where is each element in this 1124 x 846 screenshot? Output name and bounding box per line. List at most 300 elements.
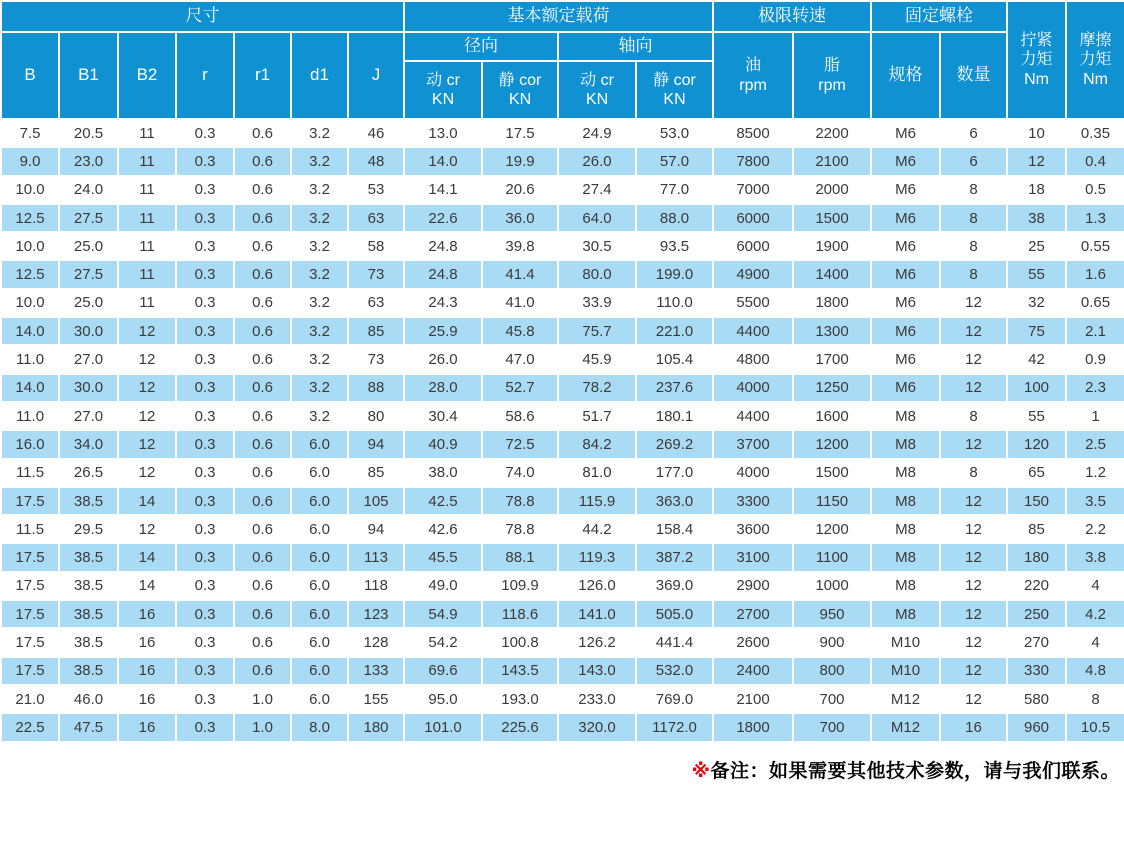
table-cell: 128 [348, 628, 404, 656]
table-cell: 17.5 [1, 657, 59, 685]
friction-torque-line1: 摩擦 [1079, 32, 1112, 50]
header-group-limit-speed: 极限转速 [713, 1, 871, 32]
footnote-text: 备注：如果需要其他技术参数，请与我们联系。 [710, 760, 1120, 782]
table-cell: 8 [940, 176, 1007, 204]
table-cell: 13.0 [404, 119, 482, 147]
table-cell: 3.8 [1066, 543, 1124, 571]
header-col-axial-dynamic [558, 61, 636, 119]
table-cell: 12 [940, 374, 1007, 402]
table-cell: 3.2 [291, 204, 348, 232]
radial-dynamic-unit: KN [431, 91, 455, 108]
table-cell: M12 [871, 685, 940, 713]
grease-rpm-unit: rpm [818, 76, 846, 94]
table-cell: 12 [118, 374, 176, 402]
table-cell: 2100 [793, 147, 871, 175]
table-cell: 7800 [713, 147, 793, 175]
table-cell: 45.5 [404, 543, 482, 571]
table-cell: 28.0 [404, 374, 482, 402]
table-cell: 94 [348, 515, 404, 543]
table-cell: 0.6 [234, 459, 291, 487]
table-cell: 14.0 [1, 374, 59, 402]
table-cell: 14 [118, 572, 176, 600]
table-cell: 119.3 [558, 543, 636, 571]
table-cell: 85 [1007, 515, 1066, 543]
table-cell: 0.6 [234, 374, 291, 402]
table-cell: 199.0 [636, 260, 713, 288]
table-cell: 72.5 [482, 430, 558, 458]
table-cell: 16 [118, 713, 176, 741]
table-cell: 8.0 [291, 713, 348, 741]
table-cell: 0.3 [176, 289, 234, 317]
table-cell: 12 [940, 345, 1007, 373]
table-cell: 0.6 [234, 317, 291, 345]
table-cell: 64.0 [558, 204, 636, 232]
table-cell: 47.5 [59, 713, 118, 741]
table-cell: 505.0 [636, 600, 713, 628]
table-cell: 63 [348, 289, 404, 317]
table-cell: 22.6 [404, 204, 482, 232]
table-cell: 12 [118, 345, 176, 373]
table-cell: 100.8 [482, 628, 558, 656]
table-cell: 1400 [793, 260, 871, 288]
table-cell: 123 [348, 600, 404, 628]
table-cell: 12 [118, 515, 176, 543]
table-cell: 3.2 [291, 232, 348, 260]
table-cell: 0.3 [176, 515, 234, 543]
table-cell: 88 [348, 374, 404, 402]
table-cell: 1172.0 [636, 713, 713, 741]
table-cell: 4 [1066, 628, 1124, 656]
table-cell: 78.8 [482, 515, 558, 543]
table-cell: 16.0 [1, 430, 59, 458]
table-cell: 73 [348, 345, 404, 373]
table-cell: 3.2 [291, 345, 348, 373]
table-cell: 25.0 [59, 232, 118, 260]
table-cell: 0.55 [1066, 232, 1124, 260]
header-friction-torque [1066, 1, 1124, 119]
table-cell: 30.4 [404, 402, 482, 430]
table-cell: 12 [940, 628, 1007, 656]
table-cell: M6 [871, 374, 940, 402]
table-cell: 12 [940, 572, 1007, 600]
table-cell: 3700 [713, 430, 793, 458]
table-cell: 14 [118, 543, 176, 571]
table-cell: 0.6 [234, 176, 291, 204]
header-col-r1: r1 [234, 32, 291, 119]
table-cell: 14.1 [404, 176, 482, 204]
table-cell: 900 [793, 628, 871, 656]
table-row [1, 204, 1124, 232]
table-cell: 7000 [713, 176, 793, 204]
table-cell: 11 [118, 232, 176, 260]
table-cell: 2700 [713, 600, 793, 628]
table-cell: 38.5 [59, 572, 118, 600]
table-cell: 18 [1007, 176, 1066, 204]
table-cell: 11 [118, 176, 176, 204]
table-cell: 51.7 [558, 402, 636, 430]
table-cell: 10.5 [1066, 713, 1124, 741]
table-row [1, 430, 1124, 458]
table-cell: 0.6 [234, 147, 291, 175]
table-cell: 2.5 [1066, 430, 1124, 458]
table-cell: 1200 [793, 515, 871, 543]
table-cell: 27.5 [59, 204, 118, 232]
table-cell: 0.3 [176, 345, 234, 373]
header-col-radial-dynamic [404, 61, 482, 119]
table-cell: 0.3 [176, 487, 234, 515]
table-cell: 0.3 [176, 402, 234, 430]
table-cell: 94 [348, 430, 404, 458]
table-cell: 110.0 [636, 289, 713, 317]
table-cell: 12.5 [1, 260, 59, 288]
table-cell: 769.0 [636, 685, 713, 713]
table-cell: 0.9 [1066, 345, 1124, 373]
table-cell: 1500 [793, 204, 871, 232]
table-cell: 26.5 [59, 459, 118, 487]
table-cell: 1300 [793, 317, 871, 345]
table-cell: 2000 [793, 176, 871, 204]
table-cell: 0.6 [234, 345, 291, 373]
table-cell: 78.8 [482, 487, 558, 515]
table-cell: 12 [940, 543, 1007, 571]
table-cell: 6 [940, 147, 1007, 175]
table-cell: M12 [871, 713, 940, 741]
table-cell: 3.2 [291, 374, 348, 402]
table-cell: 3.2 [291, 289, 348, 317]
table-cell: 46 [348, 119, 404, 147]
table-cell: 40.9 [404, 430, 482, 458]
table-cell: 387.2 [636, 543, 713, 571]
table-cell: 4000 [713, 374, 793, 402]
table-cell: 25 [1007, 232, 1066, 260]
table-cell: 11.0 [1, 345, 59, 373]
table-cell: 3.2 [291, 317, 348, 345]
table-cell: 2.2 [1066, 515, 1124, 543]
table-cell: 16 [118, 657, 176, 685]
header-col-grease-rpm [793, 32, 871, 119]
table-cell: 1800 [793, 289, 871, 317]
table-row [1, 543, 1124, 571]
table-cell: 143.5 [482, 657, 558, 685]
table-cell: 143.0 [558, 657, 636, 685]
radial-static-label: 静 cor [498, 71, 542, 89]
table-cell: 27.0 [59, 402, 118, 430]
table-cell: 17.5 [1, 628, 59, 656]
table-cell: 12 [940, 685, 1007, 713]
table-cell: 3600 [713, 515, 793, 543]
table-cell: 6.0 [291, 487, 348, 515]
table-cell: 14 [118, 487, 176, 515]
table-cell: 2900 [713, 572, 793, 600]
table-cell: 126.0 [558, 572, 636, 600]
table-cell: 58 [348, 232, 404, 260]
table-cell: 6.0 [291, 515, 348, 543]
table-cell: 6.0 [291, 543, 348, 571]
table-cell: 55 [1007, 260, 1066, 288]
table-cell: M8 [871, 402, 940, 430]
table-cell: 115.9 [558, 487, 636, 515]
table-cell: 34.0 [59, 430, 118, 458]
table-cell: 8 [940, 260, 1007, 288]
table-cell: 118.6 [482, 600, 558, 628]
table-cell: 3300 [713, 487, 793, 515]
table-cell: 441.4 [636, 628, 713, 656]
table-cell: 0.3 [176, 543, 234, 571]
table-cell: 0.3 [176, 459, 234, 487]
table-cell: 80 [348, 402, 404, 430]
table-cell: 4.8 [1066, 657, 1124, 685]
table-cell: 74.0 [482, 459, 558, 487]
table-cell: 24.8 [404, 260, 482, 288]
table-cell: 0.6 [234, 430, 291, 458]
table-cell: 10.0 [1, 289, 59, 317]
table-cell: 30.0 [59, 374, 118, 402]
table-cell: 250 [1007, 600, 1066, 628]
table-cell: 193.0 [482, 685, 558, 713]
table-cell: 57.0 [636, 147, 713, 175]
table-row [1, 713, 1124, 741]
table-cell: 48 [348, 147, 404, 175]
table-cell: M8 [871, 515, 940, 543]
table-row [1, 657, 1124, 685]
table-cell: 36.0 [482, 204, 558, 232]
table-cell: 38 [1007, 204, 1066, 232]
table-cell: 700 [793, 713, 871, 741]
header-col-J: J [348, 32, 404, 119]
table-cell: 12 [940, 317, 1007, 345]
table-cell: 14.0 [1, 317, 59, 345]
table-cell: 133 [348, 657, 404, 685]
table-cell: 4 [1066, 572, 1124, 600]
table-cell: 14.0 [404, 147, 482, 175]
table-cell: 0.5 [1066, 176, 1124, 204]
table-cell: 58.6 [482, 402, 558, 430]
table-cell: 4.2 [1066, 600, 1124, 628]
table-cell: 0.3 [176, 600, 234, 628]
table-cell: 11.0 [1, 402, 59, 430]
table-cell: 700 [793, 685, 871, 713]
table-cell: 330 [1007, 657, 1066, 685]
table-row [1, 459, 1124, 487]
tightening-torque-unit: Nm [1024, 70, 1049, 88]
table-cell: 270 [1007, 628, 1066, 656]
table-cell: 1150 [793, 487, 871, 515]
table-cell: 30.5 [558, 232, 636, 260]
table-cell: M8 [871, 572, 940, 600]
table-cell: 0.35 [1066, 119, 1124, 147]
table-cell: 4400 [713, 317, 793, 345]
table-cell: 55 [1007, 402, 1066, 430]
header-col-oil-rpm [713, 32, 793, 119]
table-cell: 158.4 [636, 515, 713, 543]
table-cell: M8 [871, 543, 940, 571]
table-cell: 24.0 [59, 176, 118, 204]
table-cell: 269.2 [636, 430, 713, 458]
table-cell: 25.9 [404, 317, 482, 345]
table-cell: 12 [118, 459, 176, 487]
table-cell: 26.0 [558, 147, 636, 175]
table-row [1, 119, 1124, 147]
table-cell: 0.6 [234, 487, 291, 515]
table-cell: 177.0 [636, 459, 713, 487]
table-cell: 9.0 [1, 147, 59, 175]
header-col-r: r [176, 32, 234, 119]
table-row [1, 628, 1124, 656]
table-cell: 85 [348, 459, 404, 487]
table-cell: 12 [940, 487, 1007, 515]
table-row [1, 572, 1124, 600]
table-cell: 16 [118, 685, 176, 713]
table-cell: 12 [118, 430, 176, 458]
table-cell: 109.9 [482, 572, 558, 600]
header-group-fixing-bolt: 固定螺栓 [871, 1, 1007, 32]
table-cell: 0.6 [234, 515, 291, 543]
table-cell: 0.3 [176, 147, 234, 175]
table-cell: 4800 [713, 345, 793, 373]
table-cell: 42.6 [404, 515, 482, 543]
table-cell: 4000 [713, 459, 793, 487]
table-row [1, 487, 1124, 515]
table-cell: 11.5 [1, 459, 59, 487]
table-cell: 1.2 [1066, 459, 1124, 487]
table-cell: 41.4 [482, 260, 558, 288]
table-cell: 105 [348, 487, 404, 515]
table-cell: 27.0 [59, 345, 118, 373]
table-cell: 150 [1007, 487, 1066, 515]
table-cell: 580 [1007, 685, 1066, 713]
table-cell: 11 [118, 260, 176, 288]
table-cell: 180 [1007, 543, 1066, 571]
table-cell: 105.4 [636, 345, 713, 373]
table-cell: 1250 [793, 374, 871, 402]
table-cell: 0.3 [176, 317, 234, 345]
table-cell: 0.6 [234, 628, 291, 656]
table-cell: 12 [940, 600, 1007, 628]
table-cell: 6.0 [291, 600, 348, 628]
table-cell: 24.8 [404, 232, 482, 260]
table-cell: 38.0 [404, 459, 482, 487]
table-cell: 6000 [713, 204, 793, 232]
table-cell: 27.5 [59, 260, 118, 288]
table-cell: 0.6 [234, 260, 291, 288]
table-cell: 38.5 [59, 543, 118, 571]
table-cell: 85 [348, 317, 404, 345]
table-cell: 8500 [713, 119, 793, 147]
table-cell: 12 [118, 402, 176, 430]
table-cell: 11 [118, 119, 176, 147]
table-cell: M6 [871, 260, 940, 288]
table-row [1, 232, 1124, 260]
table-cell: M6 [871, 176, 940, 204]
header-group-dimensions: 尺寸 [1, 1, 404, 32]
table-cell: 101.0 [404, 713, 482, 741]
table-cell: 17.5 [1, 600, 59, 628]
header-tightening-torque [1007, 1, 1066, 119]
table-cell: 126.2 [558, 628, 636, 656]
table-cell: 19.9 [482, 147, 558, 175]
table-cell: 49.0 [404, 572, 482, 600]
table-cell: 12 [940, 289, 1007, 317]
table-cell: 1 [1066, 402, 1124, 430]
table-cell: 2200 [793, 119, 871, 147]
table-cell: 4400 [713, 402, 793, 430]
table-cell: 53.0 [636, 119, 713, 147]
table-row [1, 345, 1124, 373]
table-cell: M6 [871, 289, 940, 317]
table-cell: 0.6 [234, 657, 291, 685]
table-row [1, 515, 1124, 543]
table-cell: 88.0 [636, 204, 713, 232]
table-cell: 38.5 [59, 487, 118, 515]
table-cell: 27.4 [558, 176, 636, 204]
table-cell: 3.2 [291, 147, 348, 175]
table-cell: 77.0 [636, 176, 713, 204]
oil-rpm-unit: rpm [739, 76, 767, 94]
table-cell: 180.1 [636, 402, 713, 430]
table-cell: 93.5 [636, 232, 713, 260]
table-cell: 1900 [793, 232, 871, 260]
table-row [1, 317, 1124, 345]
table-cell: 0.3 [176, 260, 234, 288]
table-cell: 20.6 [482, 176, 558, 204]
table-row [1, 289, 1124, 317]
table-cell: 2600 [713, 628, 793, 656]
table-cell: 80.0 [558, 260, 636, 288]
tightening-torque-line2: 力矩 [1020, 51, 1053, 69]
table-cell: 46.0 [59, 685, 118, 713]
table-cell: 1500 [793, 459, 871, 487]
table-cell: 0.3 [176, 232, 234, 260]
table-cell: 3.2 [291, 402, 348, 430]
table-cell: 0.3 [176, 628, 234, 656]
table-cell: 32 [1007, 289, 1066, 317]
table-cell: 237.6 [636, 374, 713, 402]
table-cell: 0.6 [234, 204, 291, 232]
table-cell: 0.3 [176, 374, 234, 402]
friction-torque-line2: 力矩 [1079, 51, 1112, 69]
table-cell: M6 [871, 147, 940, 175]
table-cell: 26.0 [404, 345, 482, 373]
table-cell: 950 [793, 600, 871, 628]
header-col-bolt-spec: 规格 [871, 32, 940, 119]
table-cell: 3100 [713, 543, 793, 571]
table-cell: 0.3 [176, 713, 234, 741]
table-cell: 960 [1007, 713, 1066, 741]
table-cell: 42.5 [404, 487, 482, 515]
table-cell: 120 [1007, 430, 1066, 458]
table-cell: 63 [348, 204, 404, 232]
table-cell: 6000 [713, 232, 793, 260]
table-row [1, 600, 1124, 628]
table-cell: M6 [871, 232, 940, 260]
table-cell: 16 [118, 628, 176, 656]
table-row [1, 685, 1124, 713]
table-cell: 2100 [713, 685, 793, 713]
table-cell: 0.3 [176, 176, 234, 204]
table-cell: 0.3 [176, 572, 234, 600]
table-row [1, 147, 1124, 175]
table-cell: 0.6 [234, 600, 291, 628]
table-cell: 75.7 [558, 317, 636, 345]
table-cell: 0.3 [176, 119, 234, 147]
table-cell: 320.0 [558, 713, 636, 741]
table-cell: 88.1 [482, 543, 558, 571]
table-cell: 42 [1007, 345, 1066, 373]
table-cell: 2.1 [1066, 317, 1124, 345]
radial-dynamic-label: 动 cr [426, 71, 460, 89]
table-cell: 38.5 [59, 628, 118, 656]
table-cell: 1600 [793, 402, 871, 430]
